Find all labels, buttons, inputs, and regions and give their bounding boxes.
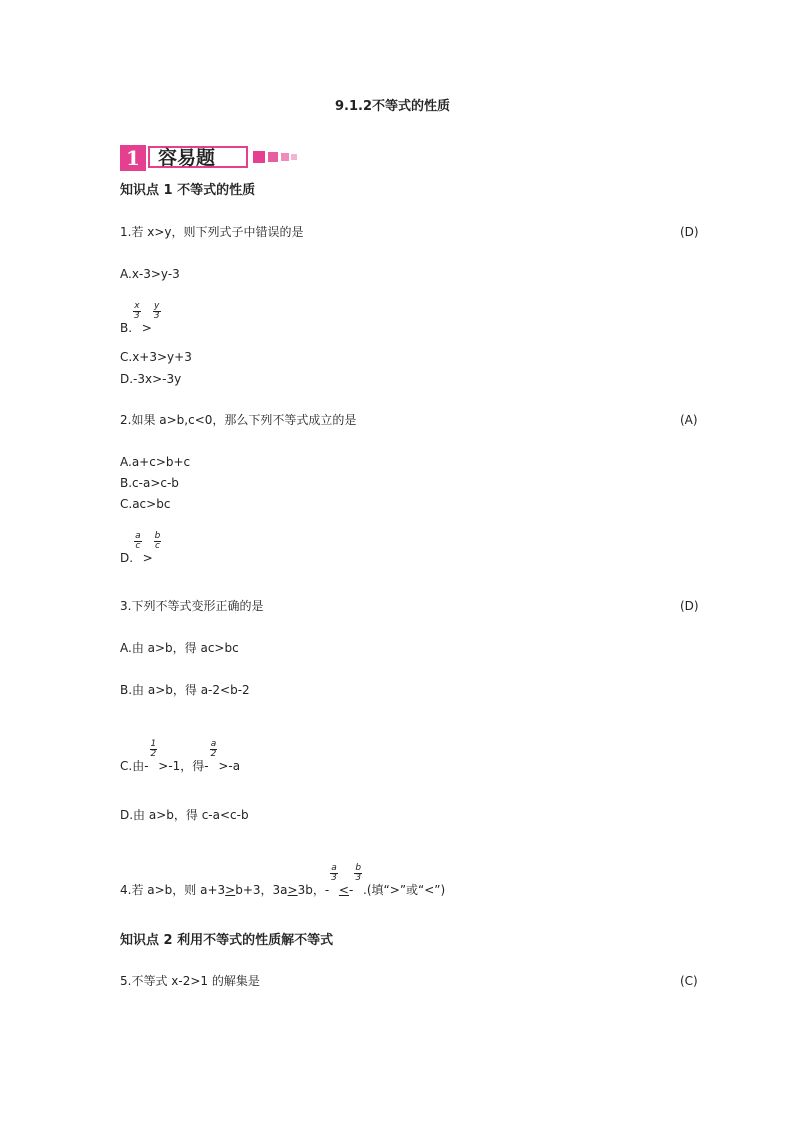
q2-d-fraction-1 xyxy=(134,532,142,551)
q4-stem xyxy=(120,864,445,896)
fraction-numerator: y xyxy=(154,301,160,311)
q3-answer: (D) xyxy=(680,599,699,613)
fraction-denominator: c xyxy=(155,541,160,551)
q3-option-c xyxy=(120,740,240,772)
banner-label: 容易题 xyxy=(148,146,248,168)
q2-stem: 2.如果 a>b,c<0，那么下列不等式成立的是 xyxy=(120,413,357,427)
q3-option-c-prefix: C.由- xyxy=(120,759,149,773)
q3-c-fraction-2 xyxy=(210,740,218,759)
q1-option-b xyxy=(120,302,162,334)
q4-blank-3: < xyxy=(338,883,349,897)
q3-option-a: A.由 a>b，得 ac>bc xyxy=(120,641,239,655)
fraction-numerator: x xyxy=(134,301,140,311)
fraction-numerator: a xyxy=(135,531,141,541)
q1-option-a: A.x-3>y-3 xyxy=(120,267,180,281)
fraction-denominator: c xyxy=(135,541,141,551)
page-title: 9.1.2不等式的性质 xyxy=(335,99,451,114)
q3-option-b: B.由 a>b，得 a-2<b-2 xyxy=(120,683,250,697)
section-heading-2: 知识点 2 利用不等式的性质解不等式 xyxy=(120,933,334,948)
q4-middle-1: b+3，3a xyxy=(235,883,288,897)
q1-b-operator: > xyxy=(141,321,152,335)
q1-option-b-prefix: B. xyxy=(120,321,133,335)
q4-fraction-1 xyxy=(330,864,338,883)
fraction-numerator: b xyxy=(355,863,362,873)
fraction-denominator: 3 xyxy=(355,873,362,883)
q4-middle-3: - xyxy=(348,883,354,897)
q3-c-tail: >-a xyxy=(218,759,241,773)
q2-answer: (A) xyxy=(680,413,698,427)
q4-middle-2: 3b，- xyxy=(297,883,330,897)
q3-c-middle: >-1，得- xyxy=(158,759,209,773)
fraction-numerator: 1 xyxy=(150,739,157,749)
fraction-denominator: 3 xyxy=(153,311,160,321)
q1-option-c: C.x+3>y+3 xyxy=(120,350,192,364)
q4-blank-2: > xyxy=(287,883,298,897)
q2-option-c: C.ac>bc xyxy=(120,497,171,511)
q2-d-fraction-2 xyxy=(154,532,162,551)
section-banner xyxy=(120,145,296,171)
q5-answer: (C) xyxy=(680,974,698,988)
banner-square-1 xyxy=(253,151,265,163)
fraction-numerator: a xyxy=(210,739,217,749)
q1-answer: (D) xyxy=(680,225,699,239)
banner-square-2 xyxy=(268,152,278,162)
q2-option-b: B.c-a>c-b xyxy=(120,476,179,490)
q1-option-d: D.-3x>-3y xyxy=(120,372,182,386)
q3-stem: 3.下列不等式变形正确的是 xyxy=(120,599,264,613)
section-heading-1: 知识点 1 不等式的性质 xyxy=(120,183,256,198)
fraction-denominator: 3 xyxy=(134,311,140,321)
banner-square-3 xyxy=(281,153,289,161)
q4-fraction-2 xyxy=(354,864,362,883)
q4-blank-1: > xyxy=(225,883,236,897)
banner-number: 1 xyxy=(120,145,146,171)
q2-d-operator: > xyxy=(142,551,153,565)
fraction-numerator: b xyxy=(154,531,161,541)
q2-option-d-prefix: D. xyxy=(120,551,134,565)
q4-tail: .(填“>”或“<”) xyxy=(363,883,446,897)
q5-stem: 5.不等式 x-2>1 的解集是 xyxy=(120,974,260,988)
q3-c-fraction-1 xyxy=(150,740,158,759)
q1-stem: 1.若 x>y，则下列式子中错误的是 xyxy=(120,225,304,239)
q1-b-fraction-2 xyxy=(153,302,161,321)
fraction-denominator: 2 xyxy=(150,749,157,759)
q4-prefix: 4.若 a>b，则 a+3 xyxy=(120,883,226,897)
q1-b-fraction-1 xyxy=(133,302,141,321)
fraction-denominator: 2 xyxy=(210,749,217,759)
banner-square-4 xyxy=(291,154,297,160)
q3-option-d: D.由 a>b，得 c-a<c-b xyxy=(120,808,249,822)
q2-option-d xyxy=(120,532,162,564)
q2-option-a: A.a+c>b+c xyxy=(120,455,191,469)
fraction-numerator: a xyxy=(331,863,337,873)
fraction-denominator: 3 xyxy=(331,873,337,883)
